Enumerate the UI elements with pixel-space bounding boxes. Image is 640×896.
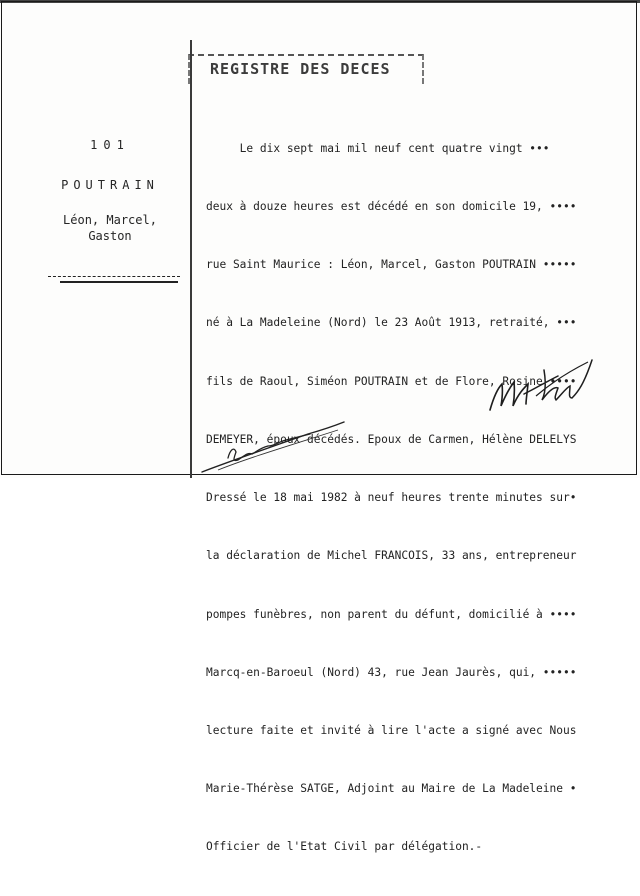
first-names-line: Gaston [88,229,132,243]
margin-dashed-rule [48,276,180,277]
register-stamp-label: REGISTRE DES DECES [210,60,391,78]
entry-number: 101 [90,138,130,152]
deceased-first-names [40,212,180,244]
act-line: deux à douze heures est décédé en son domicile 19, •••• [206,200,577,214]
act-line: la déclaration de Michel FRANCOIS, 33 ans, entrepreneur [206,549,577,563]
official-signature [484,348,596,418]
act-line: fils de Raoul, Siméon POUTRAIN et de Flore, Rosine •••• [206,374,577,388]
margin-solid-rule [60,281,178,283]
column-divider [190,40,192,478]
act-line: Officier de l'Etat Civil par délégation.- [206,840,483,854]
act-line: pompes funèbres, non parent du défunt, domicilié à •••• [206,607,577,621]
death-act-text [206,100,634,896]
declarant-signature [198,412,348,474]
act-line: DEMEYER, époux décédés. Epoux de Carmen, Hélène DELELYS [206,432,577,446]
act-line: Marcq-en-Baroeul (Nord) 43, rue Jean Jaurès, qui, ••••• [206,665,577,679]
act-line: Dressé le 18 mai 1982 à neuf heures trente minutes sur• [206,491,577,505]
act-line: né à La Madeleine (Nord) le 23 Août 1913, retraité, ••• [206,316,577,330]
act-line: rue Saint Maurice : Léon, Marcel, Gaston POUTRAIN ••••• [206,258,577,272]
first-names-line: Léon, Marcel, [63,213,157,227]
act-line: Marie-Thérèse SATGE, Adjoint au Maire de La Madeleine • [206,782,577,796]
act-line: lecture faite et invité à lire l'acte a signé avec Nous [206,724,577,737]
act-line: Le dix sept mai mil neuf cent quatre vingt ••• [206,141,550,155]
deceased-surname: POUTRAIN [61,178,159,192]
